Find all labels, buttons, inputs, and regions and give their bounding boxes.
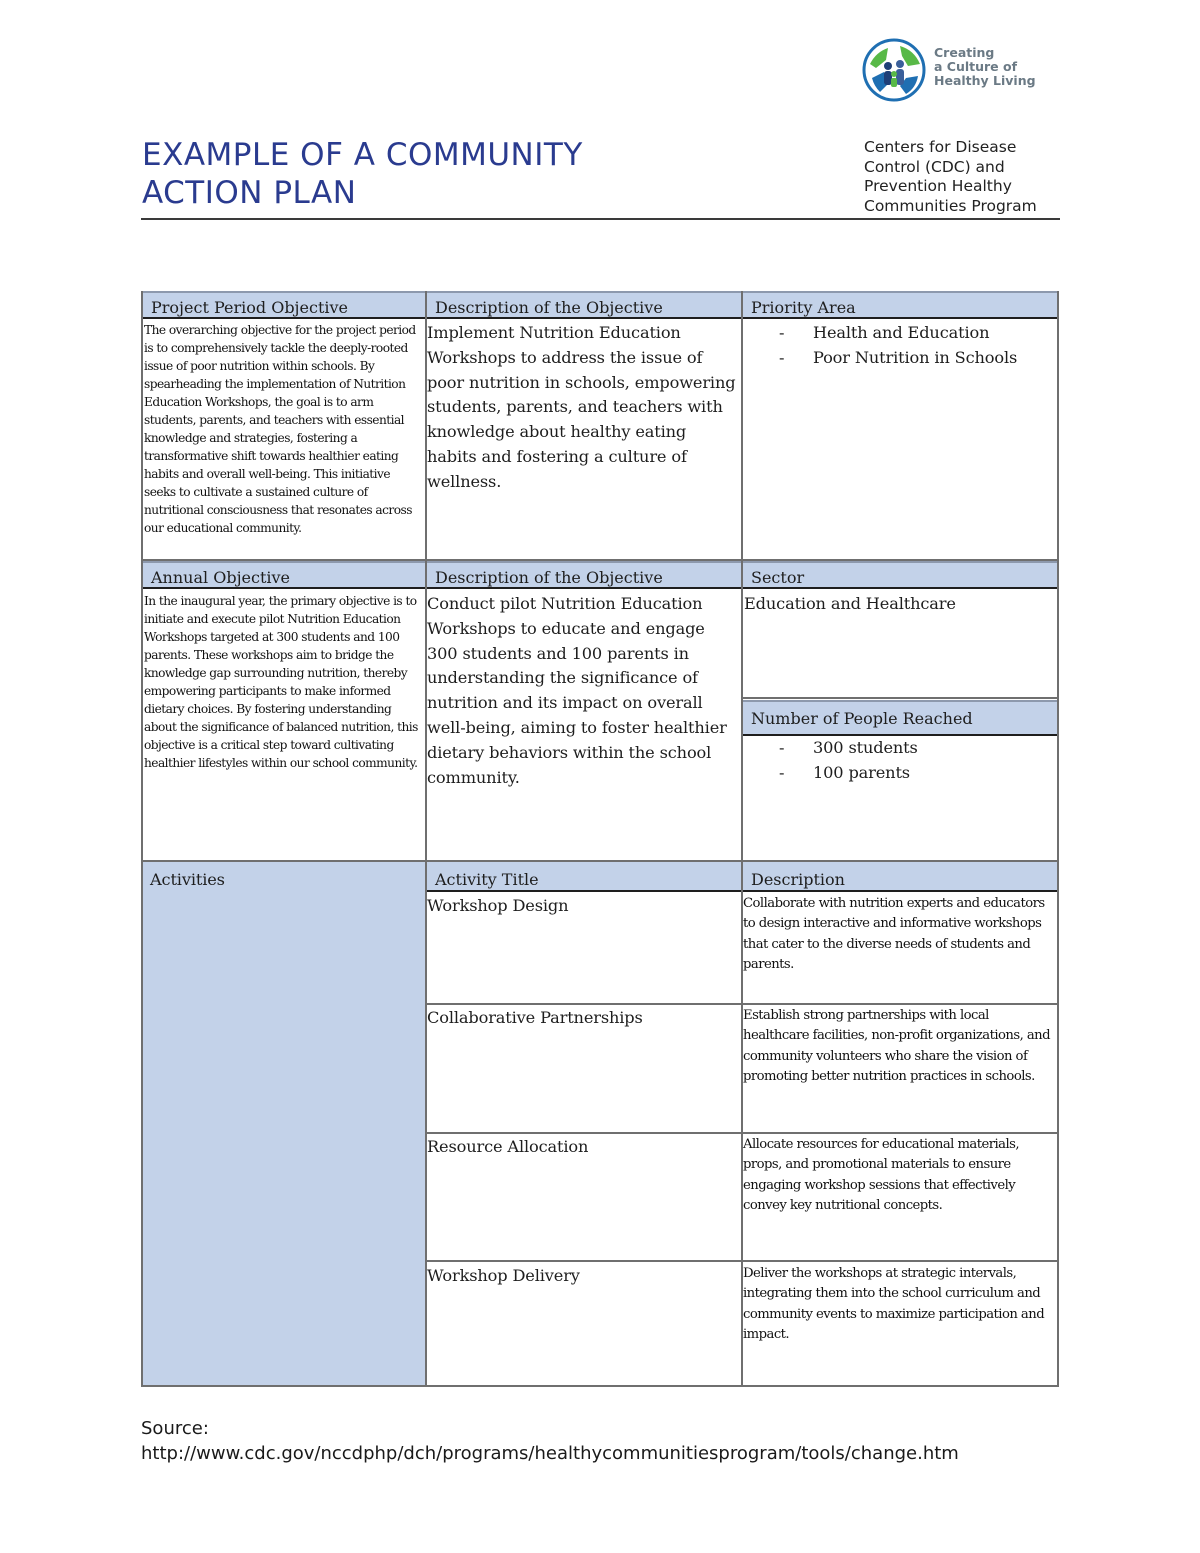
organization-name: Centers for Disease Control (CDC) and Prevention Healthy Communities Program [864, 138, 1037, 215]
annual-objective-header: Annual Objective [143, 561, 425, 589]
annual-objective-text: In the inaugural year, the primary objective is to initiate and execute pilot Nutrition Education Workshops targeted at 300 students and 100 parents. These workshops aim to bridge the knowledge gap surrounding nutrition, thereby empowering participants to make informed dietary choices. By fostering understanding about the significance of balanced nutrition, this objective is a critical step toward cultivating healthier lifestyles within our school community. [144, 594, 418, 770]
annual-description-text: Conduct pilot Nutrition Education Workshops to educate and engage 300 students and 100 parents in understanding the significance of nutrition and its impact on overall well-being, aiming to foster healthier dietary behaviors within the school community. [427, 594, 727, 787]
page-title-line-1: EXAMPLE OF A COMMUNITY [142, 137, 583, 173]
people-reached-header: Number of People Reached [743, 700, 1057, 736]
activity-title: Workshop Design [427, 896, 569, 915]
annual-description-header: Description of the Objective [427, 561, 741, 589]
priority-area-list [743, 321, 1057, 557]
page-title-line-2: ACTION PLAN [142, 175, 357, 211]
activity-title: Workshop Delivery [427, 1266, 580, 1285]
source-url[interactable]: http://www.cdc.gov/nccdphp/dch/programs/healthycommunitiesprogram/tools/change.htm [141, 1443, 959, 1464]
sector-text: Education and Healthcare [744, 594, 956, 613]
globe-people-icon [862, 38, 926, 102]
sector-header: Sector [743, 561, 1057, 589]
title-divider [141, 218, 1060, 220]
activities-label-cell [143, 862, 425, 1385]
activity-description: Allocate resources for educational materials, props, and promotional materials to ensure engaging workshop sessions that effectively convey key nutritional concepts. [743, 1137, 1020, 1214]
project-objective-text: The overarching objective for the project period is to comprehensively tackle the deeply-rooted issue of poor nutrition within schools. By spearheading the implementation of Nutrition Education Workshops, the goal is to arm students, parents, and teachers with essential knowledge and strategies, fostering a transformative shift towards healthier eating habits and overall well-being. This initiative seeks to cultivate a sustained culture of nutritional consciousness that resonates across our educational community. [144, 323, 416, 535]
source-label: Source: [141, 1418, 209, 1439]
activity-row-divider [427, 1003, 1059, 1005]
sector-divider [743, 697, 1059, 699]
activity-row-divider [427, 1260, 1059, 1262]
project-description-header: Description of the Objective [427, 291, 741, 319]
logo-text: Creating a Culture of Healthy Living [934, 45, 1036, 88]
priority-area-header: Priority Area [743, 291, 1057, 319]
priority-item: - Poor Nutrition in Schools [743, 346, 1057, 371]
project-period-objective-header: Project Period Objective [143, 291, 425, 319]
reach-items [743, 736, 1057, 786]
people-reached-list [743, 736, 1057, 858]
activity-description: Deliver the workshops at strategic intervals, integrating them into the school curriculum and community events to maximize participation and impact. [743, 1266, 1045, 1343]
reach-item: - 100 parents [743, 761, 1057, 786]
priority-items [743, 321, 1057, 371]
activities-label: Activities [150, 870, 225, 889]
project-description-text: Implement Nutrition Education Workshops to address the issue of poor nutrition in schools, empowering students, parents, and teachers with knowledge about healthy eating habits and fostering a culture of wellness. [427, 323, 736, 491]
priority-item: - Health and Education [743, 321, 1057, 346]
activity-row-divider [427, 1132, 1059, 1134]
table-border-bottom [141, 1385, 1059, 1387]
page-title [142, 136, 583, 212]
activity-title: Resource Allocation [427, 1137, 589, 1156]
activity-title-header: Activity Title [427, 862, 741, 892]
activity-description: Collaborate with nutrition experts and educators to design interactive and informative workshops that cater to the diverse needs of students and parents. [743, 896, 1045, 973]
reach-item: - 300 students [743, 736, 1057, 761]
creating-healthy-living-logo [862, 38, 1062, 104]
activity-description-header: Description [743, 862, 1057, 892]
activity-title: Collaborative Partnerships [427, 1008, 643, 1027]
table-border-right [1057, 291, 1059, 1387]
activity-description: Establish strong partnerships with local healthcare facilities, non-profit organizations, and community volunteers who share the vision of promoting better nutrition practices in schools. [743, 1008, 1050, 1085]
source-citation [141, 1416, 1071, 1466]
